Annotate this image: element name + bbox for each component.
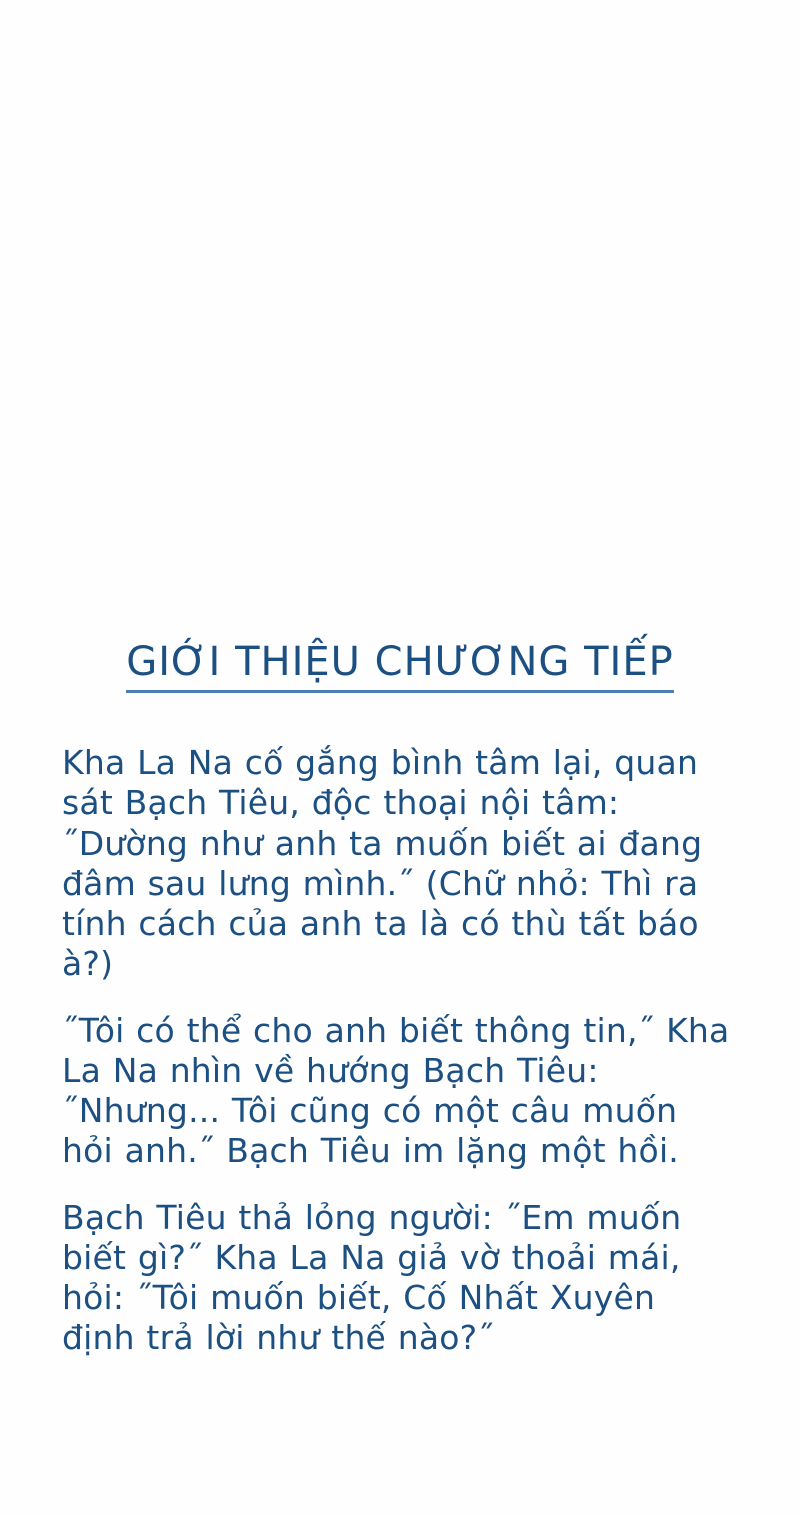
paragraph: Kha La Na cố gắng bình tâm lại, quan sát Bạch Tiêu, độc thoại nội tâm: ˝Dường như anh ta muốn biết ai đang đâm sau lưng mình.˝ (Chữ nhỏ: Thì ra tính cách của anh ta là có thù tất báo à?): [62, 743, 703, 984]
paragraph-list: [62, 743, 738, 1359]
page-title: GIỚI THIỆU CHƯƠNG TIẾP: [126, 640, 674, 693]
paragraph: Bạch Tiêu thả lỏng người: ˝Em muốn biết gì?˝ Kha La Na giả vờ thoải mái, hỏi: ˝Tôi muốn biết, Cố Nhất Xuyên định trả lời như thế nào?˝: [62, 1197, 682, 1358]
chapter-content: [0, 640, 800, 1359]
paragraph: ˝Tôi có thể cho anh biết thông tin,˝ Kha La Na nhìn về hướng Bạch Tiêu: ˝Nhưng... Tôi cũng có một câu muốn hỏi anh.˝ Bạch Tiêu im lặng một hồi.: [62, 1010, 730, 1171]
